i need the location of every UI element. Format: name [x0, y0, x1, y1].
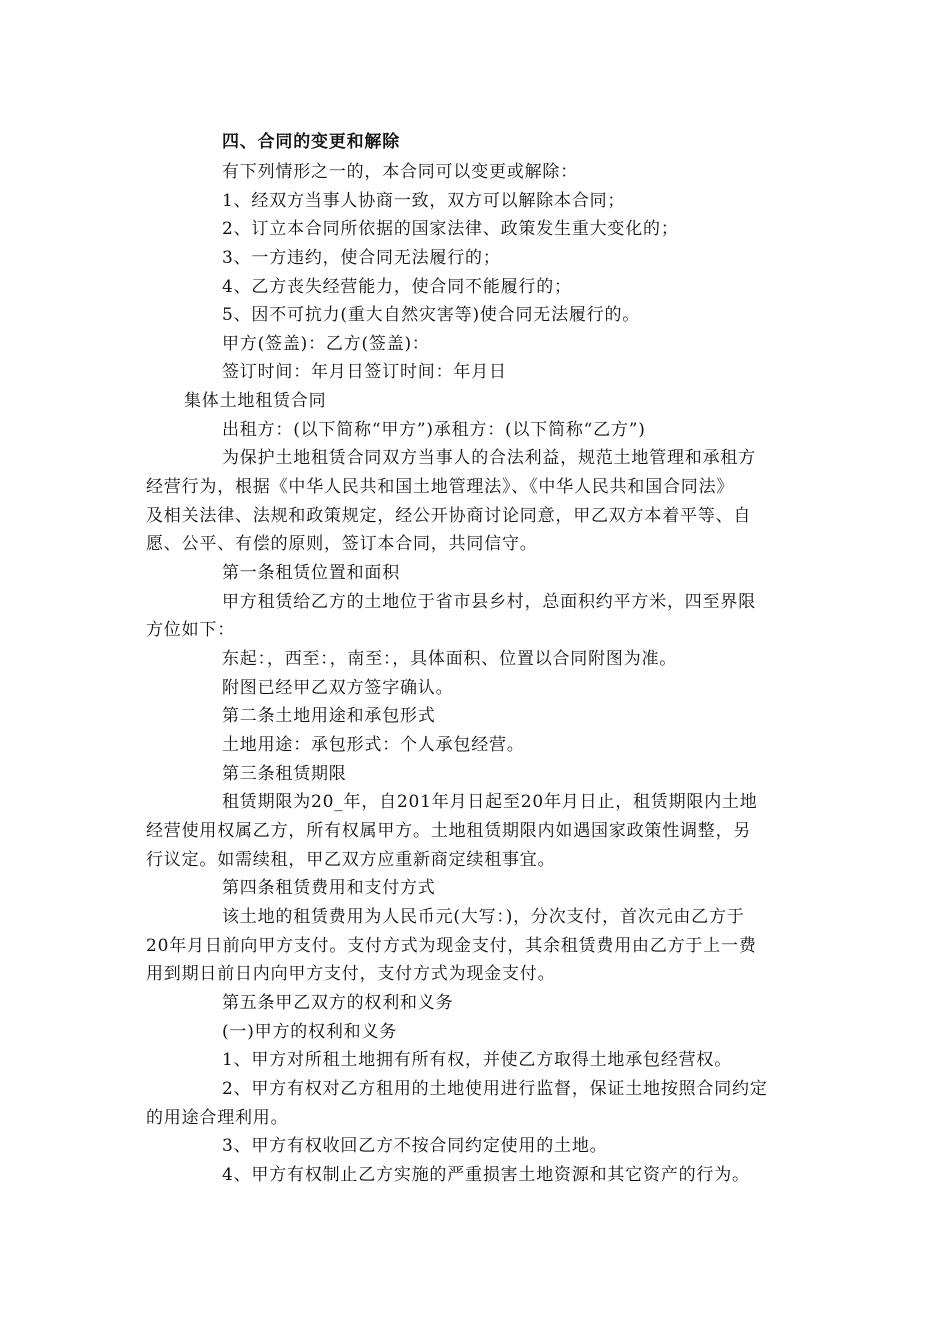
- article-heading: 第二条土地用途和承包形式: [222, 706, 436, 726]
- paragraph-line: 愿、公平、有偿的原则，签订本合同，共同信守。: [146, 534, 538, 554]
- paragraph-line: 1、甲方对所租土地拥有所有权，并使乙方取得土地承包经营权。: [222, 1050, 733, 1070]
- paragraph-line: 出租方：(以下简称“甲方”)承租方：(以下简称“乙方”): [222, 420, 646, 440]
- signature-line: 甲方(签盖)：乙方(签盖)：: [222, 334, 430, 354]
- article-heading: 第三条租赁期限: [222, 764, 347, 784]
- paragraph-line: 土地用途：承包形式：个人承包经营。: [222, 735, 525, 755]
- paragraph-line: 甲方租赁给乙方的土地位于省市县乡村，总面积约平方米，四至界限: [222, 592, 756, 612]
- paragraph-line: 经营行为，根据《中华人民共和国土地管理法》、《中华人民共和国合同法》: [146, 477, 735, 497]
- paragraph-line: 3、一方违约，使合同无法履行的；: [222, 248, 501, 268]
- paragraph-line: 附图已经甲乙双方签字确认。: [222, 678, 454, 698]
- sub-heading: (一)甲方的权利和义务: [222, 1022, 398, 1042]
- article-heading: 第四条租赁费用和支付方式: [222, 878, 436, 898]
- paragraph-line: 用到期日前日内向甲方支付，支付方式为现金支付。: [146, 964, 556, 984]
- paragraph-line: 1、经双方当事人协商一致，双方可以解除本合同；: [222, 191, 626, 211]
- paragraph-line: 该土地的租赁费用为人民币元(大写：)，分次支付，首次元由乙方于: [222, 907, 745, 927]
- paragraph-line: 2、订立本合同所依据的国家法律、政策发生重大变化的；: [222, 219, 679, 239]
- article-heading: 第一条租赁位置和面积: [222, 563, 400, 583]
- paragraph-line: 5、因不可抗力(重大自然灾害等)使合同无法履行的。: [222, 305, 641, 325]
- paragraph-line: 的用途合理利用。: [146, 1108, 289, 1128]
- paragraph-line: 4、甲方有权制止乙方实施的严重损害土地资源和其它资产的行为。: [222, 1165, 750, 1185]
- paragraph-line: 2、甲方有权对乙方租用的土地使用进行监督，保证土地按照合同约定: [222, 1079, 768, 1099]
- paragraph-line: 东起：，西至：，南至：，具体面积、位置以合同附图为准。: [222, 649, 678, 669]
- article-heading: 第五条甲乙双方的权利和义务: [222, 993, 454, 1013]
- paragraph-line: 方位如下：: [146, 620, 235, 640]
- paragraph-line: 4、乙方丧失经营能力，使合同不能履行的；: [222, 277, 572, 297]
- paragraph-line: 20年月日前向甲方支付。支付方式为现金支付，其余租赁费用由乙方于上一费: [146, 936, 757, 956]
- paragraph-line: 及相关法律、法规和政策规定，经公开协商讨论同意，甲乙双方本着平等、自: [146, 506, 752, 526]
- section-heading: 四、合同的变更和解除: [222, 132, 400, 152]
- date-line: 签订时间：年月日签订时间：年月日: [222, 362, 507, 382]
- paragraph-line: 行议定。如需续租，甲乙双方应重新商定续租事宜。: [146, 850, 556, 870]
- paragraph-line: 经营使用权属乙方，所有权属甲方。土地租赁期限内如遇国家政策性调整，另: [146, 821, 752, 841]
- contract-title: 集体土地租赁合同: [184, 391, 327, 411]
- paragraph-line: 为保护土地租赁合同双方当事人的合法利益，规范土地管理和承租方: [222, 448, 756, 468]
- paragraph-line: 3、甲方有权收回乙方不按合同约定使用的土地。: [222, 1136, 608, 1156]
- paragraph-line: 租赁期限为20_年，自201年月日起至20年月日止，租赁期限内土地: [222, 792, 758, 812]
- paragraph-line: 有下列情形之一的，本合同可以变更或解除：: [222, 162, 578, 182]
